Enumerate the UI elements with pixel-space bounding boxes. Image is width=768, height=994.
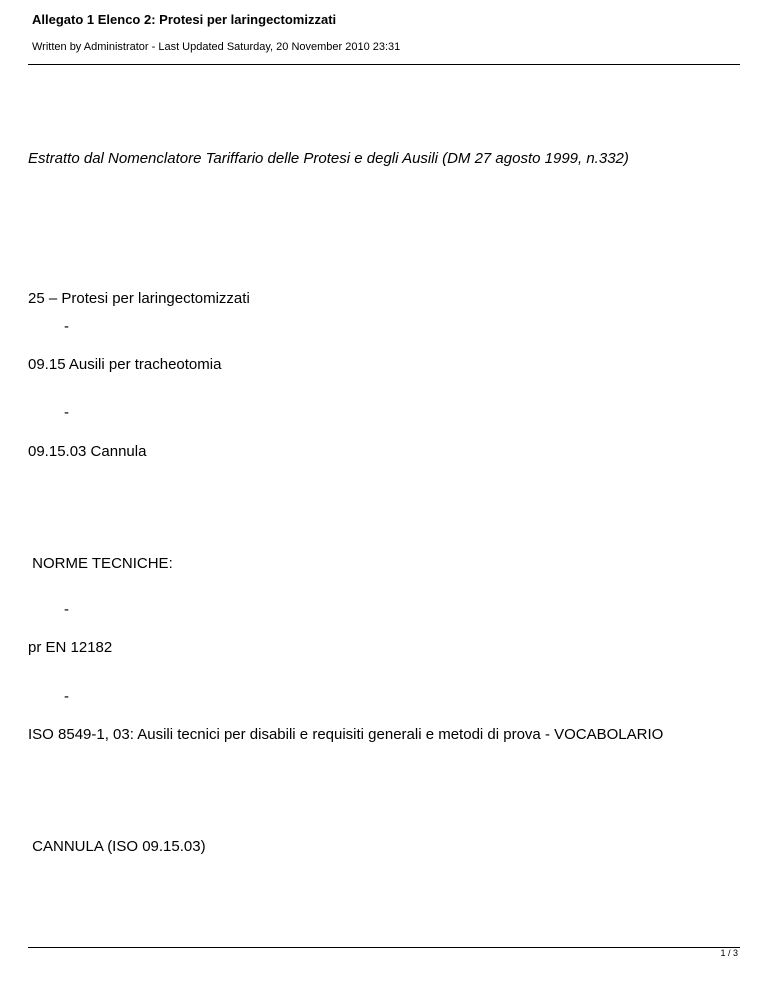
- list-bullet: -: [64, 404, 69, 421]
- list-item-tracheotomia: 09.15 Ausili per tracheotomia: [28, 356, 222, 373]
- page-header-meta: Written by Administrator - Last Updated Saturday, 20 November 2010 23:31: [32, 41, 401, 53]
- list-bullet: -: [64, 318, 69, 335]
- list-bullet: -: [64, 688, 69, 705]
- list-bullet: -: [64, 601, 69, 618]
- cannula-heading: CANNULA (ISO 09.15.03): [28, 838, 206, 855]
- footer-divider: [28, 947, 740, 948]
- list-item-cannula: 09.15.03 Cannula: [28, 443, 147, 460]
- page-number: 1 / 3: [720, 948, 738, 958]
- list-item-en12182: pr EN 12182: [28, 639, 113, 656]
- header-divider: [28, 64, 740, 65]
- intro-text: Estratto dal Nomenclatore Tariffario delle Protesi e degli Ausili (DM 27 agosto 1999, n.332): [28, 150, 629, 167]
- norme-heading: NORME TECNICHE:: [28, 555, 173, 572]
- list-item-iso8549: ISO 8549-1, 03: Ausili tecnici per disabili e requisiti generali e metodi di prova - VOCABOLARIO: [28, 726, 664, 743]
- page-header-title: Allegato 1 Elenco 2: Protesi per laringectomizzati: [32, 12, 337, 27]
- section-title: 25 – Protesi per laringectomizzati: [28, 290, 250, 307]
